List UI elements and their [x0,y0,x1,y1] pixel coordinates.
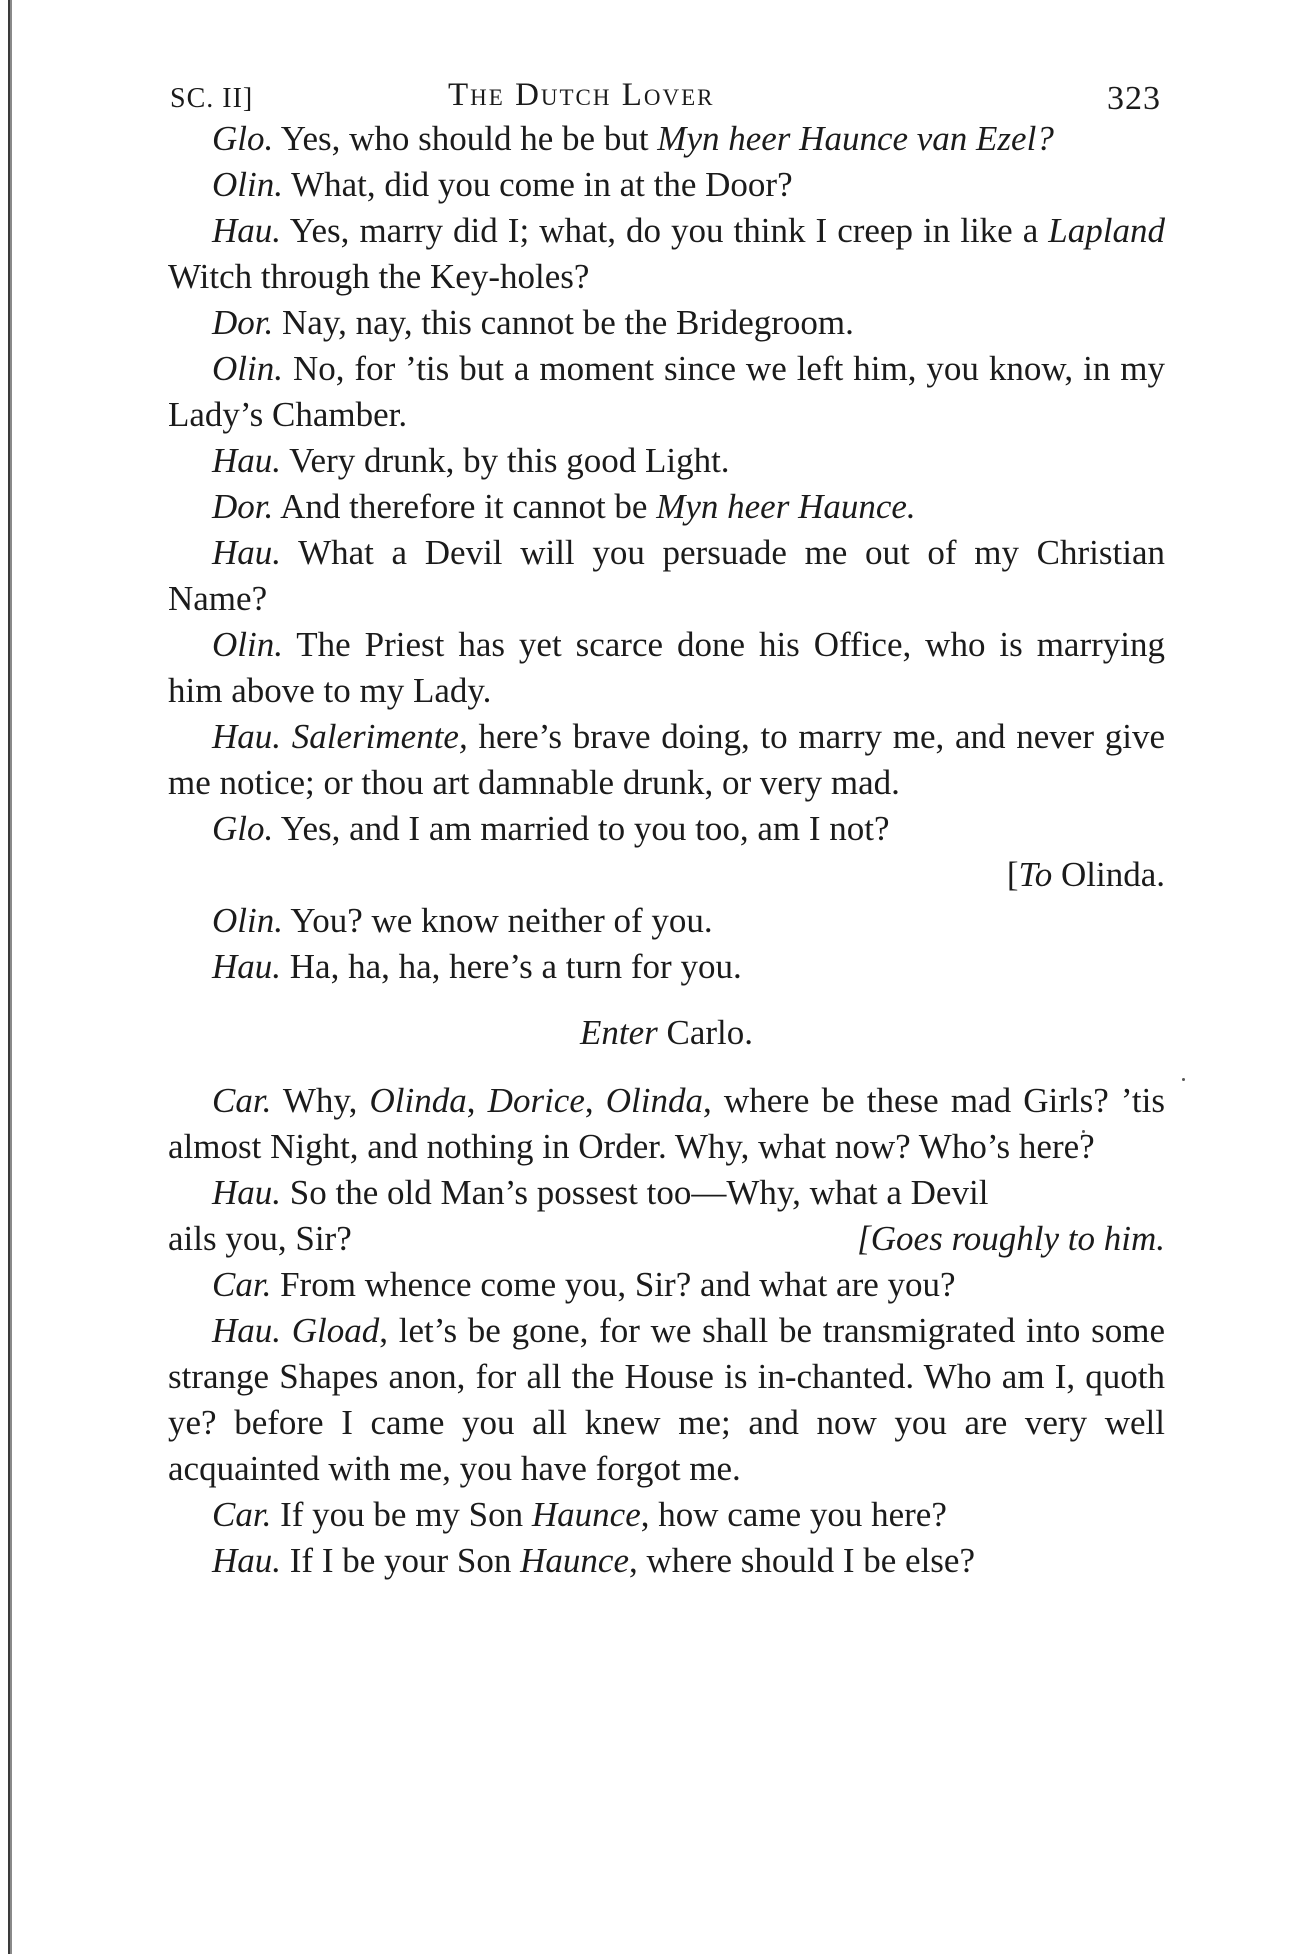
speaker: Hau. [212,1541,282,1580]
speech-line-continued: ails you, Sir? [Goes roughly to him. [168,1216,1165,1262]
speech-line: Olin. You? we know neither of you. [212,901,713,940]
entrance-direction: Enter Carlo. [579,1013,754,1052]
speech-line: Car. Why, Olinda, Dorice, Olinda, where be these mad Girls? ’tis almost Night, and nothing in Order. Why, what now? Who’s here? [168,1081,1166,1166]
page-gutter-edge [8,0,12,1954]
speech-line: Dor. Nay, nay, this cannot be the Bridegroom. [212,303,854,342]
stage-direction: [Goes roughly to him. [857,1219,1165,1258]
stage-direction: [To Olinda. [1006,855,1165,894]
speech-line: Hau. Very drunk, by this good Light. [212,441,730,480]
scene-marker: SC. II] [170,83,254,114]
speaker: Dor. [212,487,274,526]
speaker: Glo. [212,119,274,158]
page-number: 323 [1107,80,1161,117]
speaker: Hau. [212,1311,282,1350]
speaker: Olin. [212,625,283,664]
speaker: Glo. [212,809,274,848]
speaker: Hau. [212,441,282,480]
speech-line: Hau. What a Devil will you persuade me out of my Christian Name? [168,533,1165,618]
speech-line: Hau. Salerimente, here’s brave doing, to marry me, and never give me notice; or thou art damnable drunk, or very mad. [168,717,1166,802]
speech-line: Hau. Ha, ha, ha, here’s a turn for you. [212,947,742,986]
speaker: Olin. [212,165,283,204]
speech-line: Olin. No, for ’tis but a moment since we left him, you know, in my Lady’s Chamber. [168,349,1165,434]
speaker: Hau. [212,211,282,250]
speaker: Car. [212,1265,272,1304]
speech-line: Olin. What, did you come in at the Door? [212,165,793,204]
running-title: The Dutch Lover [448,77,715,113]
book-page [168,72,1165,1584]
speaker: Hau. [212,717,282,756]
speaker: Dor. [212,303,274,342]
speech-line: Glo. Yes, and I am married to you too, am I not? [212,809,890,848]
speaker: Hau. [212,947,282,986]
speaker: Hau. [212,533,282,572]
speech-line: Olin. The Priest has yet scarce done his Office, who is marrying him above to my Lady. [168,625,1165,710]
speech-line: Car. If you be my Son Haunce, how came you here? [212,1495,947,1534]
speech-line: Glo. Yes, who should he be but Myn heer Haunce van Ezel? [212,119,1054,158]
running-header [168,72,1165,116]
speck [1182,1078,1185,1081]
speech-line: Hau. Yes, marry did I; what, do you think I creep in like a Lapland Witch through the Key-holes? [168,211,1165,296]
speaker: Olin. [212,901,283,940]
speech-line: Hau. So the old Man’s possest too—Why, what a Devil [212,1173,989,1212]
speech-line: Hau. If I be your Son Haunce, where should I be else? [212,1541,975,1580]
speech-line: Hau. Gload, let’s be gone, for we shall be transmigrated into some strange Shapes anon, for all the House is in-chanted. Who am I, quoth ye? before I came you all knew me; and now you are very well acquainted with me, you have forgot me. [168,1311,1165,1488]
speech-line: Car. From whence come you, Sir? and what are you? [212,1265,956,1304]
speaker: Car. [212,1081,272,1120]
speaker: Car. [212,1495,272,1534]
speech-line: Dor. And therefore it cannot be Myn heer Haunce. [212,487,916,526]
speaker: Olin. [212,349,283,388]
speaker: Hau. [212,1173,282,1212]
